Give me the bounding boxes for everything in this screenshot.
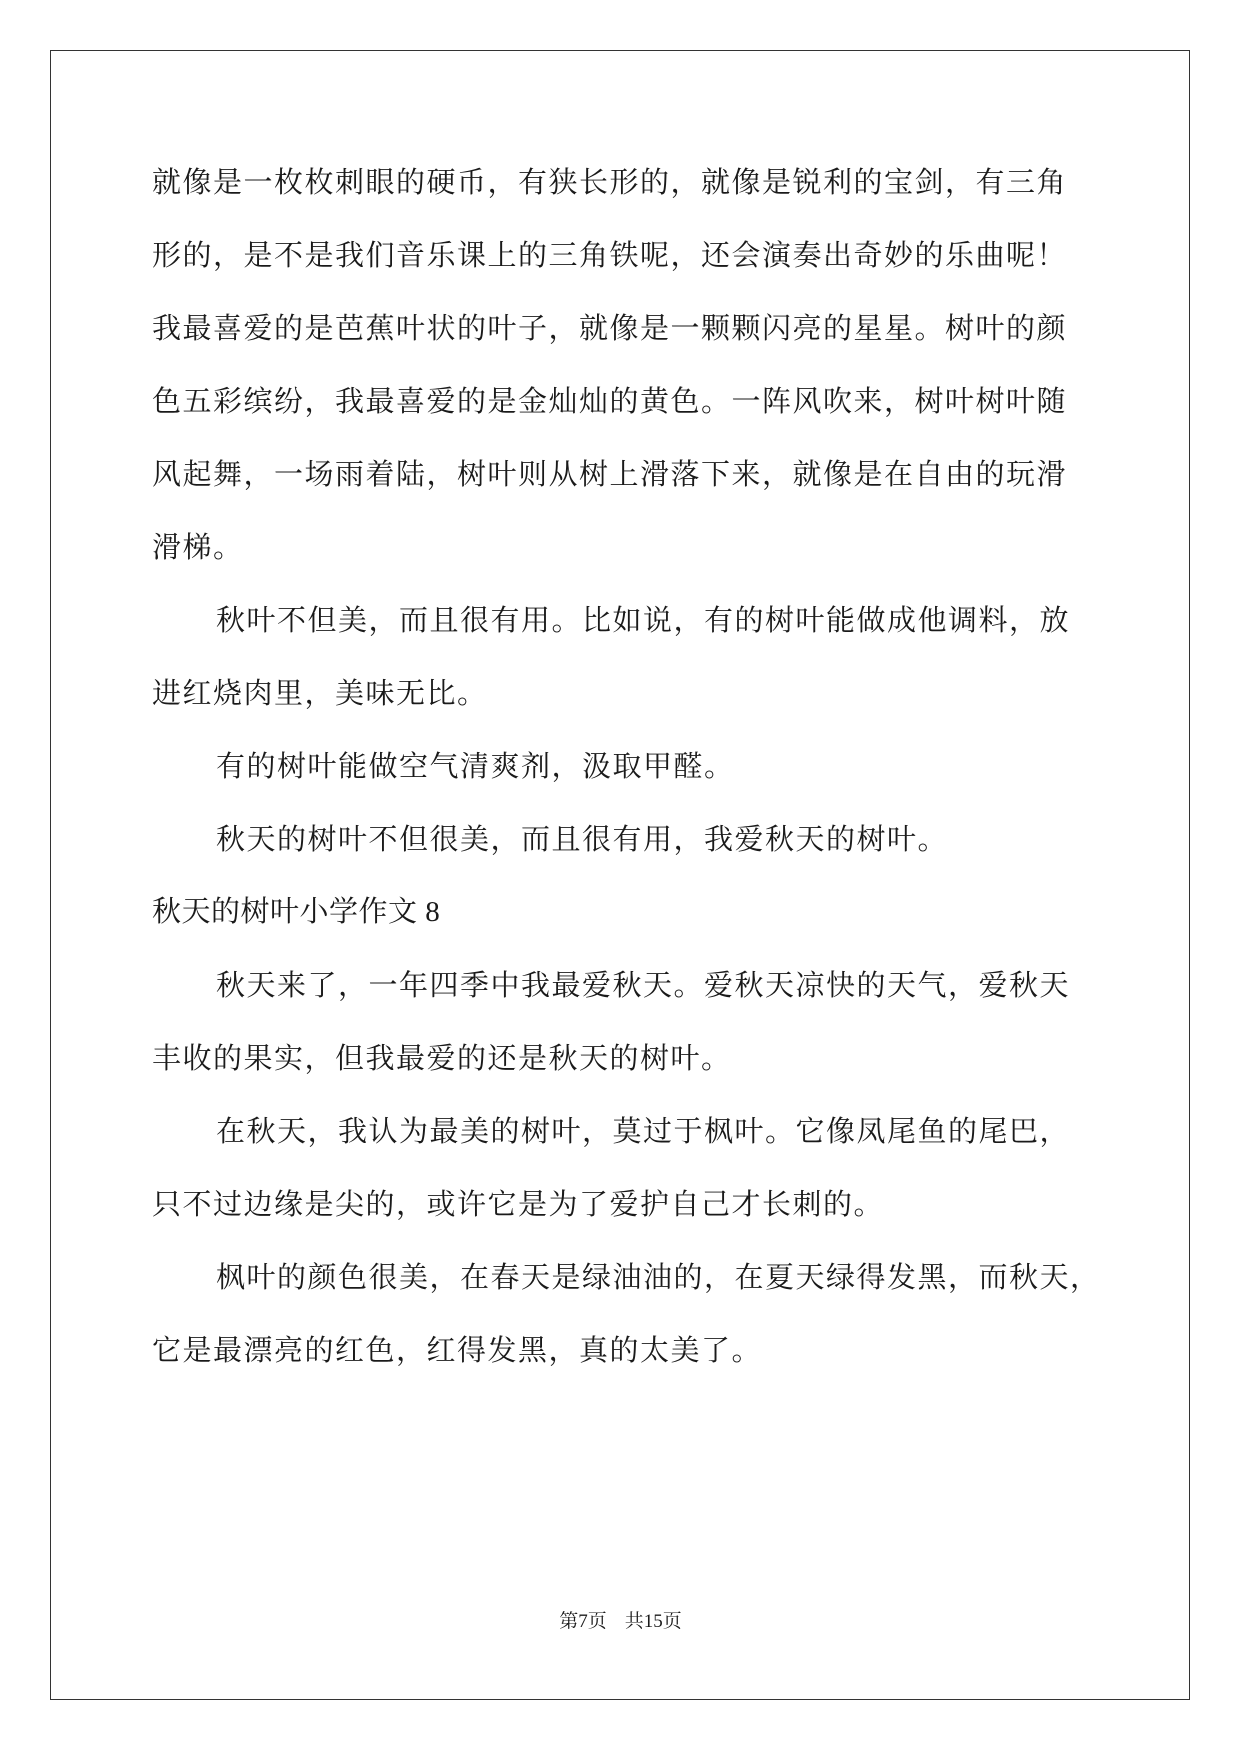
paragraph-line: 就像是一枚枚刺眼的硬币，有狭长形的，就像是锐利的宝剑，有三角 <box>152 165 1068 199</box>
page-footer <box>0 1610 1241 1634</box>
paragraph-line: 只不过边缘是尖的，或许它是为了爱护自己才长刺的。 <box>152 1187 885 1221</box>
page-border <box>50 50 1190 1700</box>
paragraph-line: 风起舞，一场雨着陆，树叶则从树上滑落下来，就像是在自由的玩滑 <box>152 457 1068 491</box>
paragraph-line: 有的树叶能做空气清爽剂，汲取甲醛。 <box>216 749 735 783</box>
page-total: 共15页 <box>624 1611 682 1632</box>
section-heading: 秋天的树叶小学作文 8 <box>152 896 441 928</box>
paragraph-line: 丰收的果实，但我最爱的还是秋天的树叶。 <box>152 1041 732 1075</box>
paragraph-line: 秋叶不但美，而且很有用。比如说，有的树叶能做成他调料，放 <box>216 603 1071 637</box>
paragraph-line: 形的，是不是我们音乐课上的三角铁呢，还会演奏出奇妙的乐曲呢！ <box>152 238 1068 272</box>
paragraph-line: 我最喜爱的是芭蕉叶状的叶子，就像是一颗颗闪亮的星星。树叶的颜 <box>152 311 1068 345</box>
paragraph-line: 秋天来了，一年四季中我最爱秋天。爱秋天凉快的天气，爱秋天 <box>216 968 1071 1002</box>
paragraph-line: 色五彩缤纷，我最喜爱的是金灿灿的黄色。一阵风吹来，树叶树叶随 <box>152 384 1068 418</box>
paragraph-line: 枫叶的颜色很美，在春天是绿油油的，在夏天绿得发黑，而秋天， <box>216 1260 1101 1294</box>
paragraph-line: 滑梯。 <box>152 530 244 564</box>
paragraph-line: 它是最漂亮的红色，红得发黑，真的太美了。 <box>152 1333 763 1367</box>
paragraph-line: 在秋天，我认为最美的树叶，莫过于枫叶。它像凤尾鱼的尾巴， <box>216 1114 1071 1148</box>
paragraph-line: 秋天的树叶不但很美，而且很有用，我爱秋天的树叶。 <box>216 822 949 856</box>
page-number: 第7页 <box>559 1611 607 1632</box>
paragraph-line: 进红烧肉里，美味无比。 <box>152 676 488 710</box>
